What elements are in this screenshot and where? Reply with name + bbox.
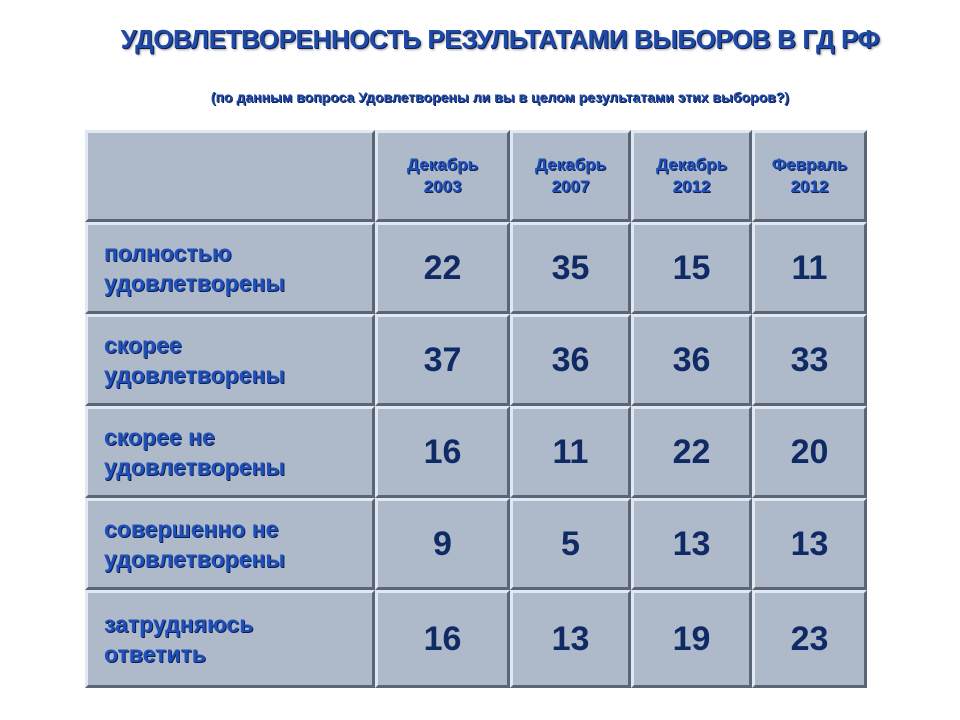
table-value-cell: 20 bbox=[752, 406, 867, 498]
table-value-cell: 35 bbox=[510, 222, 631, 314]
table-value-cell: 16 bbox=[375, 590, 510, 688]
column-header: Декабрь 2003 bbox=[375, 130, 510, 222]
row-label: скорее удовлетворены bbox=[85, 314, 375, 406]
results-table bbox=[85, 130, 867, 688]
table-value-cell: 9 bbox=[375, 498, 510, 590]
table-value-cell: 19 bbox=[631, 590, 752, 688]
table-value-cell: 13 bbox=[631, 498, 752, 590]
table-value-cell: 5 bbox=[510, 498, 631, 590]
table-value-cell: 33 bbox=[752, 314, 867, 406]
page-title: УДОВЛЕТВОРЕННОСТЬ РЕЗУЛЬТАТАМИ ВЫБОРОВ В ГД РФ bbox=[120, 24, 880, 54]
table-value-cell: 23 bbox=[752, 590, 867, 688]
table-value-cell: 13 bbox=[510, 590, 631, 688]
table-value-cell: 36 bbox=[631, 314, 752, 406]
table-value-cell: 11 bbox=[752, 222, 867, 314]
row-label: полностью удовлетворены bbox=[85, 222, 375, 314]
table-corner-cell bbox=[85, 130, 375, 222]
table-value-cell: 15 bbox=[631, 222, 752, 314]
table-value-cell: 36 bbox=[510, 314, 631, 406]
row-label: скорее не удовлетворены bbox=[85, 406, 375, 498]
table-value-cell: 22 bbox=[631, 406, 752, 498]
column-header: Февраль 2012 bbox=[752, 130, 867, 222]
column-header: Декабрь 2007 bbox=[510, 130, 631, 222]
row-label: совершенно не удовлетворены bbox=[85, 498, 375, 590]
page-subtitle: (по данным вопроса Удовлетворены ли вы в целом результатами этих выборов?) bbox=[210, 89, 790, 105]
table-value-cell: 22 bbox=[375, 222, 510, 314]
table-value-cell: 37 bbox=[375, 314, 510, 406]
table-value-cell: 16 bbox=[375, 406, 510, 498]
table-value-cell: 11 bbox=[510, 406, 631, 498]
column-header: Декабрь 2012 bbox=[631, 130, 752, 222]
table-value-cell: 13 bbox=[752, 498, 867, 590]
row-label: затрудняюсь ответить bbox=[85, 590, 375, 688]
